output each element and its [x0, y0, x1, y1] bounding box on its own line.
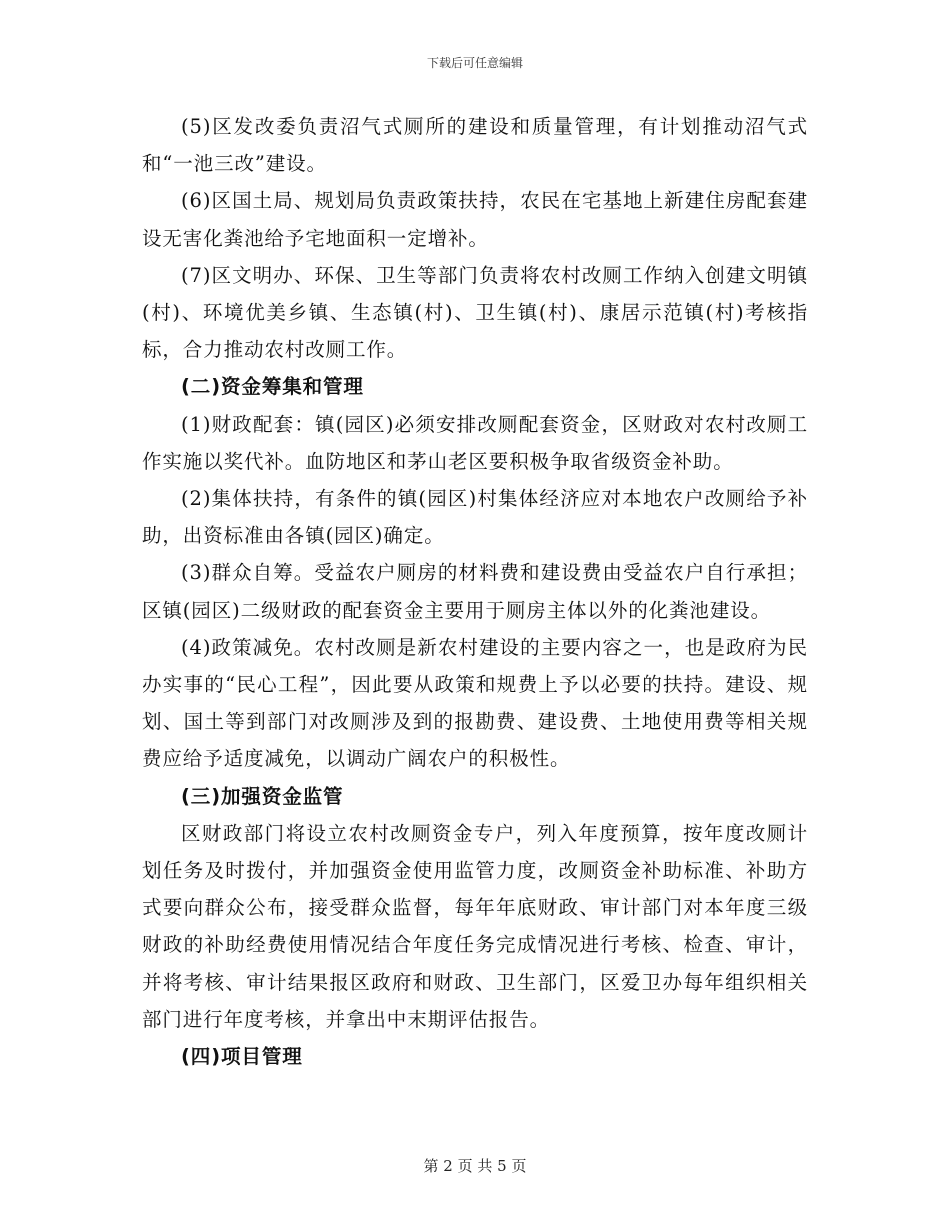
page-header: 下载后可任意编辑: [426, 56, 523, 70]
section-heading-funding: (二)资金筹集和管理: [181, 375, 364, 399]
paragraph-item-6: (6)区国土局、规划局负责政策扶持，农民在宅基地上新建住房配套建设无害化粪池给予宅地面积一定增补。: [142, 189, 808, 250]
page-footer: 第 2 页 共 5 页: [423, 1157, 527, 1175]
section-heading-supervision: (三)加强资金监管: [181, 784, 344, 808]
paragraph-funding-2: (2)集体扶持，有条件的镇(园区)村集体经济应对本地农户改厕给予补助，出资标准由各镇(园区)确定。: [142, 487, 808, 548]
paragraph-funding-1: (1)财政配套：镇(园区)必须安排改厕配套资金，区财政对农村改厕工作实施以奖代补。血防地区和茅山老区要积极争取省级资金补助。: [142, 412, 808, 473]
paragraph-supervision: 区财政部门将设立农村改厕资金专户，列入年度预算，按年度改厕计划任务及时拨付，并加强资金使用监管力度，改厕资金补助标准、补助方式要向群众公布，接受群众监督，每年年底财政、审计部门对本年度三级财政的补助经费使用情况结合年度任务完成情况进行考核、检查、审计，并将考核、审计结果报区政府和财政、卫生部门，区爱卫办每年组织相关部门进行年度考核，并拿出中末期评估报告。: [142, 821, 808, 1031]
paragraph-item-5: (5)区发改委负责沼气式厕所的建设和质量管理，有计划推动沼气式和“一池三改”建设。: [142, 115, 808, 176]
document-body: [142, 108, 808, 1075]
section-heading-project-management: (四)项目管理: [181, 1045, 303, 1069]
paragraph-item-7: (7)区文明办、环保、卫生等部门负责将农村改厕工作纳入创建文明镇(村)、环境优美乡镇、生态镇(村)、卫生镇(村)、康居示范镇(村)考核指标，合力推动农村改厕工作。: [142, 263, 808, 362]
paragraph-funding-4: (4)政策减免。农村改厕是新农村建设的主要内容之一，也是政府为民办实事的“民心工程”，因此要从政策和规费上予以必要的扶持。建设、规划、国土等到部门对改厕涉及到的报勘费、建设费、土地使用费等相关规费应给予适度减免，以调动广阔农户的积极性。: [142, 635, 808, 771]
paragraph-funding-3: (3)群众自筹。受益农户厕房的材料费和建设费由受益农户自行承担；区镇(园区)二级财政的配套资金主要用于厕房主体以外的化粪池建设。: [142, 561, 808, 622]
